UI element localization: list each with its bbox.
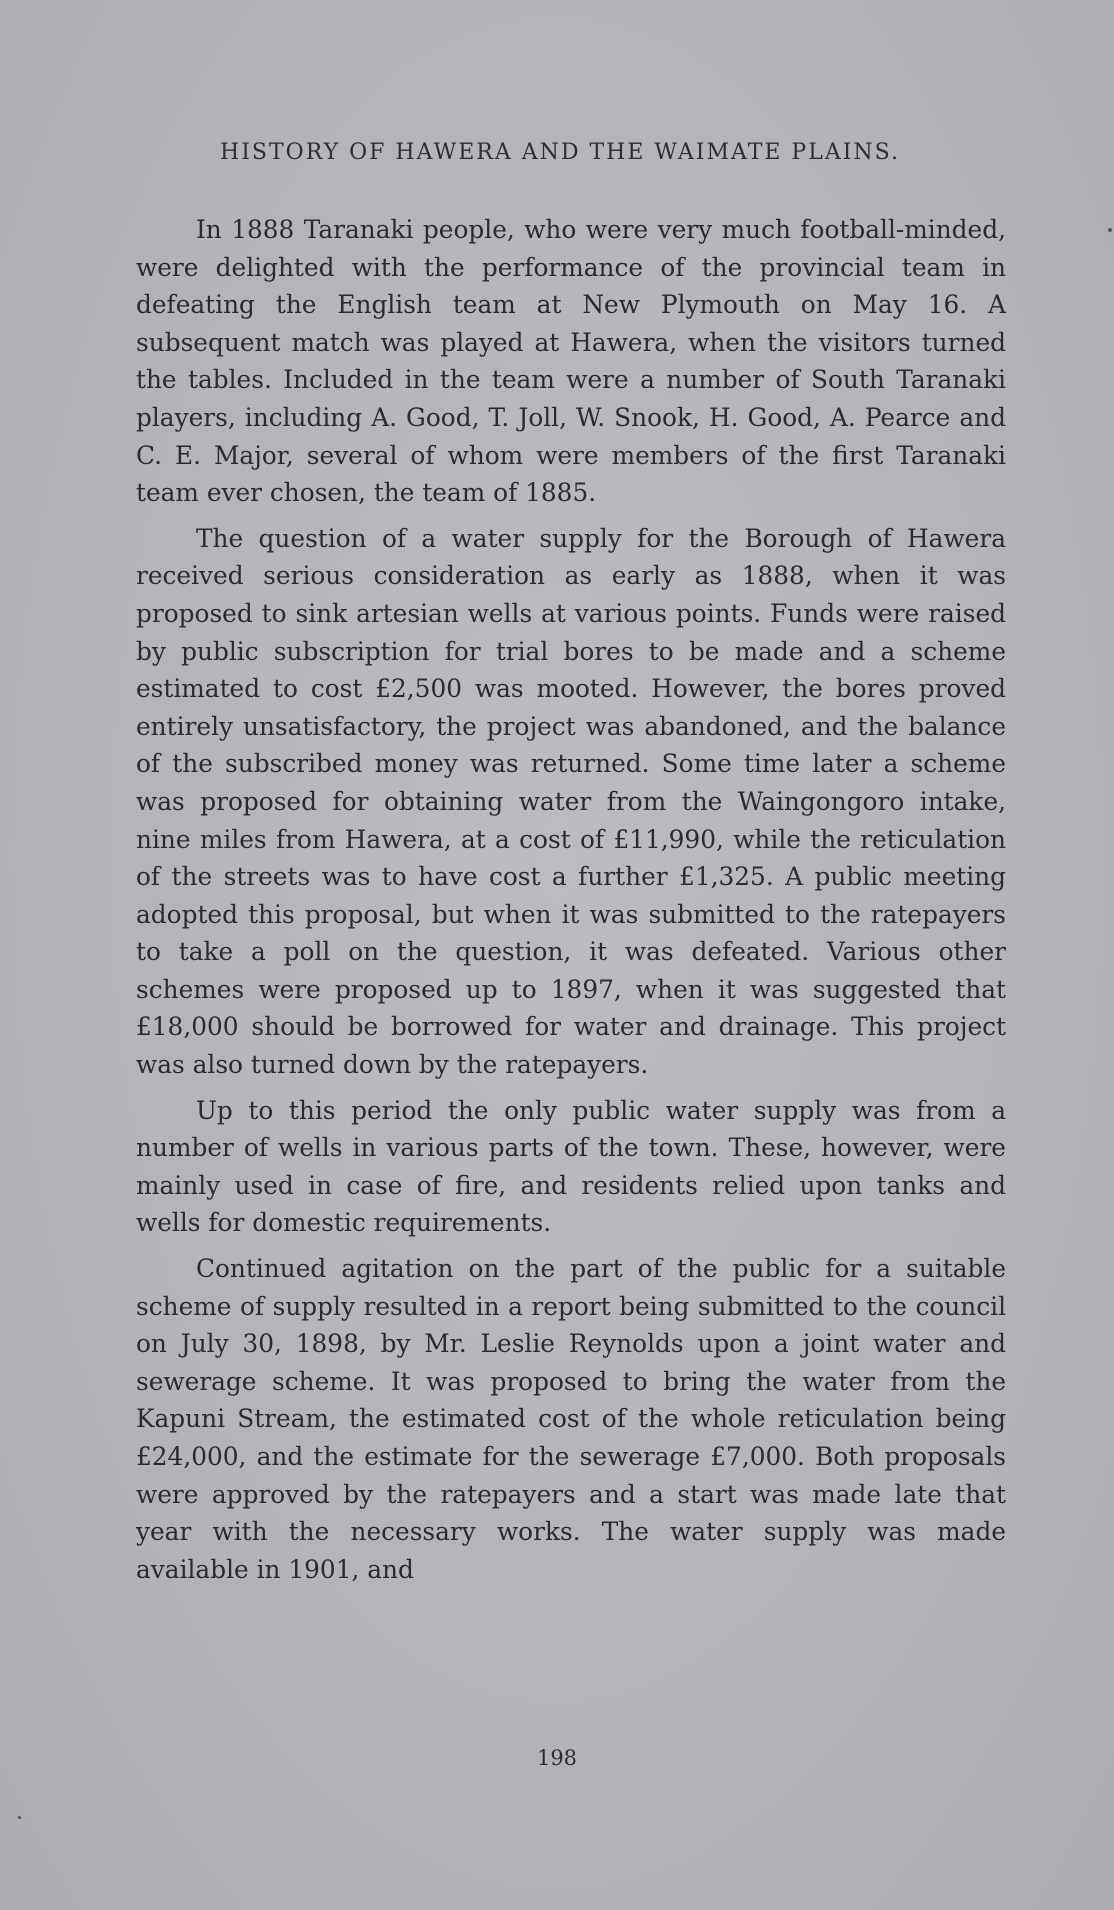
paper-speck <box>18 1816 21 1819</box>
paper-speck <box>1108 228 1112 232</box>
paragraph-reynolds-scheme: Continued agitation on the part of the public for a suitable scheme of supply resulted in a report being submitted to the council on July 30, 1898, by Mr. Leslie Reynolds upon a joint water and sewerage scheme. It was proposed to bring the water from the Kapuni Stream, the estimated cost of the whole reticulation being £24,000, and the estimate for the sewerage £7,000. Both proposals were approved by the ratepayers and a start was made late that year with the necessary works. The water supply was made available in 1901, and <box>136 1254 1006 1584</box>
running-head: HISTORY OF HAWERA AND THE WAIMATE PLAINS. <box>220 140 900 165</box>
paragraph-wells: Up to this period the only public water supply was from a number of wells in various parts of the town. These, however, were mainly used in case of fire, and residents relied upon tanks and wells for domestic requirements. <box>136 1095 1006 1238</box>
page-number: 198 <box>536 1746 578 1770</box>
paragraph-water-supply-question: The question of a water supply for the Borough of Hawera received serious consideration as early as 1888, when it was proposed to sink artesian wells at various points. Funds were raised by public subscription for trial bores to be made and a scheme estimated to cost £2,500 was mooted. However, the bores proved entirely unsatisfactory, the project was abandoned, and the balance of the subscribed money was returned. Some time later a scheme was proposed for obtaining water from the Waingongoro intake, nine miles from Hawera, at a cost of £11,990, while the reticulation of the streets was to have cost a further £1,325. A public meeting adopted this proposal, but when it was submitted to the ratepayers to take a poll on the question, it was defeated. Various other schemes were proposed up to 1897, when it was suggested that £18,000 should be borrowed for water and drainage. This project was also turned down by the ratepayers. <box>136 523 1006 1080</box>
paragraph-football: In 1888 Taranaki people, who were very much football-minded, were delighted with the performance of the provincial team in defeating the English team at New Plymouth on May 16. A subsequent match was played at Hawera, when the visitors turned the tables. Included in the team were a number of South Taranaki players, including A. Good, T. Joll, W. Snook, H. Good, A. Pearce and C. E. Major, several of whom were members of the first Taranaki team ever chosen, the team of 1885. <box>136 215 1006 508</box>
body-text <box>136 211 1006 1596</box>
